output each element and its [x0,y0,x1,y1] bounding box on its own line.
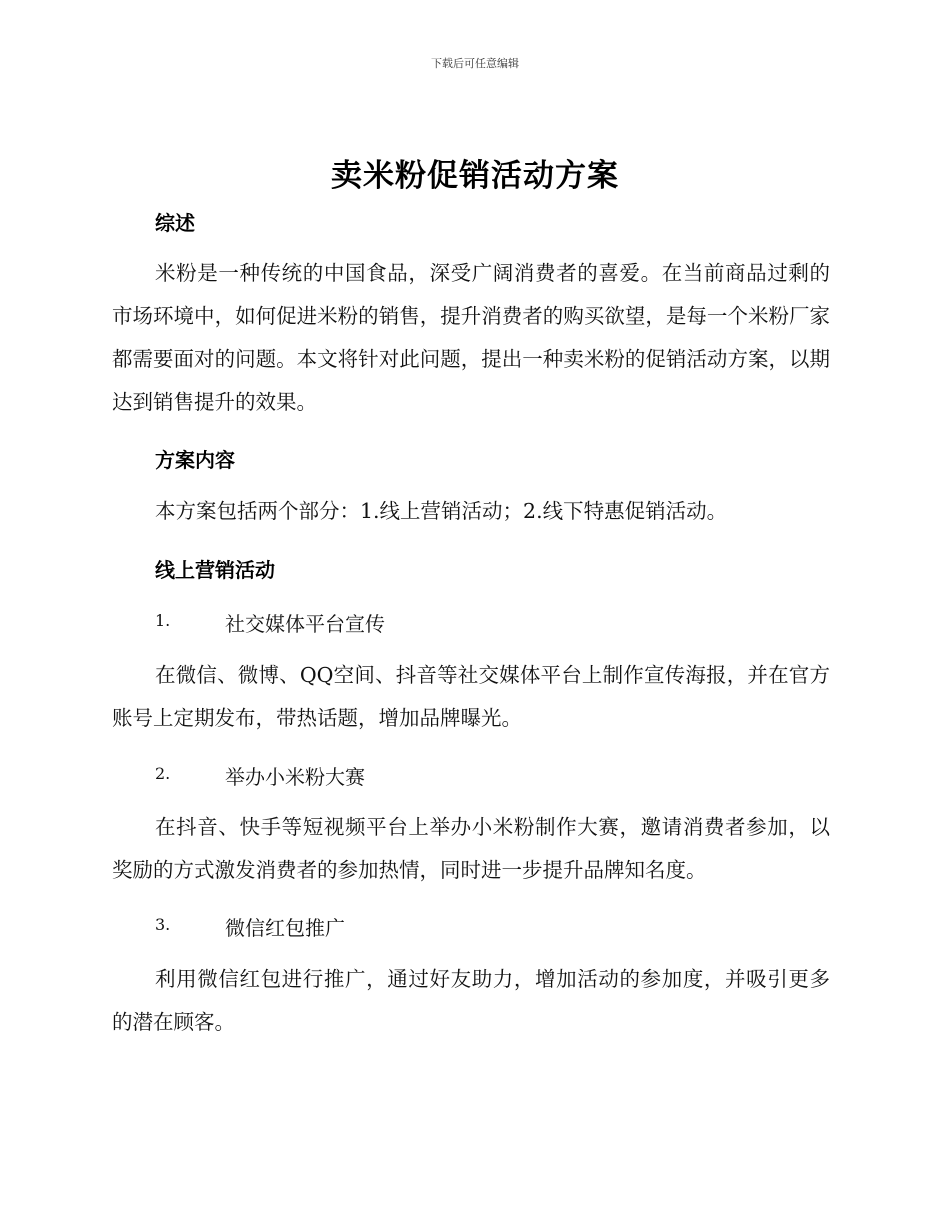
document-title: 卖米粉促销活动方案 [331,158,619,194]
paragraph-item-2: 在抖音、快手等短视频平台上举办小米粉制作大赛，邀请消费者参加，以奖励的方式激发消费者的参加热情，同时进一步提升品牌知名度。 [112,815,830,882]
heading-online-marketing: 线上营销活动 [155,558,275,582]
paragraph-plan-content: 本方案包括两个部分：1.线上营销活动；2.线下特惠促销活动。 [155,499,728,523]
paragraph-item-1: 在微信、微博、QQ空间、抖音等社交媒体平台上制作宣传海报，并在官方账号上定期发布，带热话题，增加品牌曝光。 [112,663,830,730]
header-note: 下载后可任意编辑 [431,57,519,70]
heading-summary: 综述 [155,211,195,235]
paragraph-item-3: 利用微信红包进行推广，通过好友助力，增加活动的参加度，并吸引更多的潜在顾客。 [112,967,830,1034]
list-number: 3. [155,915,171,934]
paragraph-summary: 米粉是一种传统的中国食品，深受广阔消费者的喜爱。在当前商品过剩的市场环境中，如何促进米粉的销售，提升消费者的购买欲望，是每一个米粉厂家都需要面对的问题。本文将针对此问题，提出一种卖米粉的促销活动方案，以期达到销售提升的效果。 [112,261,830,414]
list-item-title: 社交媒体平台宣传 [225,612,385,636]
list-item-title: 举办小米粉大赛 [225,765,365,789]
heading-plan-content: 方案内容 [155,448,235,472]
list-number: 1. [155,611,171,630]
list-number: 2. [155,764,171,783]
list-item-title: 微信红包推广 [225,916,345,940]
